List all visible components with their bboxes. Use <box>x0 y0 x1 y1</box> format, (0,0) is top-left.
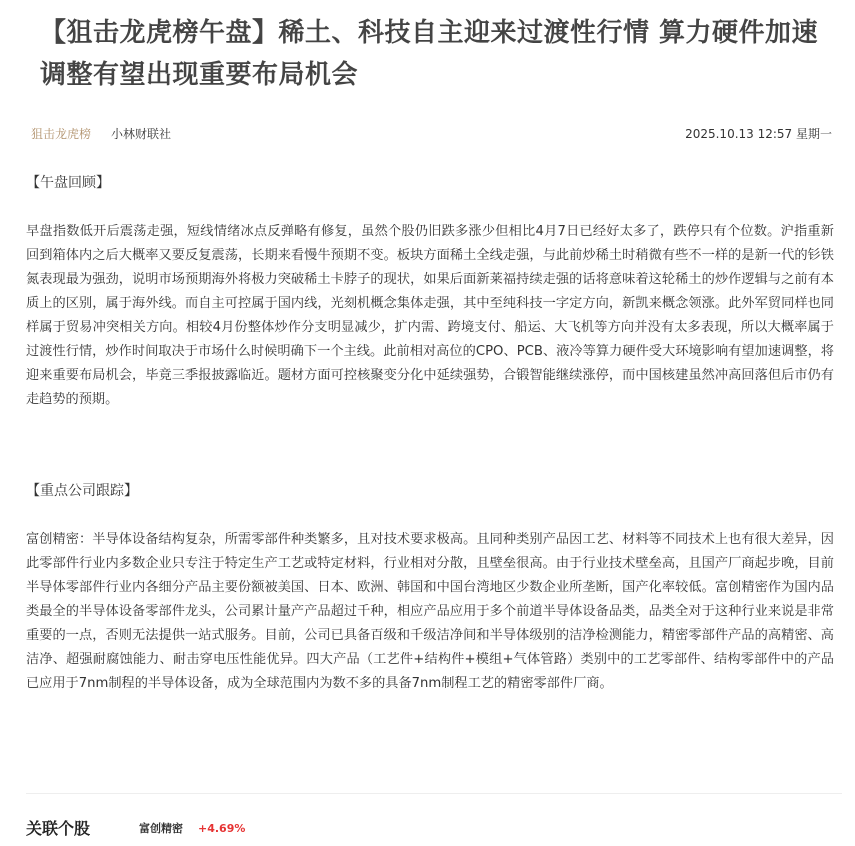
column-link[interactable]: 狙击龙虎榜 <box>31 127 92 141</box>
stock-change[interactable]: +4.69% <box>198 822 246 835</box>
related-stocks <box>26 816 842 842</box>
section-heading-review: 【午盘回顾】 <box>26 175 110 191</box>
stock-link[interactable]: 富创精密 <box>139 822 183 835</box>
article-meta <box>31 124 832 144</box>
article-title: 【狙击龙虎榜午盘】稀土、科技自主迎来过渡性行情 算力硬件加速调整有望出现重要布局机会 <box>40 18 819 90</box>
section-heading-company: 【重点公司跟踪】 <box>26 483 138 499</box>
publish-time: 2025.10.13 12:57 星期一 <box>685 127 832 141</box>
related-stocks-title: 关联个股 <box>26 819 91 838</box>
divider <box>26 793 842 794</box>
section-body-review: 早盘指数低开后震荡走强，短线情绪冰点反弹略有修复，虽然个股仍旧跌多涨少但相比4月7日已经好太多了，跌停只有个位数。沪指重新回到箱体内之后大概率又要反复震荡，长期来看慢牛预期不变。板块方面稀土全线走强，与此前炒稀土时稍微有些不一样的是新一代的钐铁氮表现最为强劲，说明市场预期海外将极力突破稀土卡脖子的现状，如果后面新莱福持续走强的话将意味着这轮稀土的炒作逻辑与之前有本质上的区别，属于海外线。而自主可控属于国内线，光刻机概念集体走强，其中至纯科技一字定方向，新凯来概念领涨。此外军贸同样也同样属于贸易冲突相关方向。相较4月份整体炒作分支明显减少，扩内需、跨境支付、船运、大飞机等方向并没有太多表现，所以大概率属于过渡性行情，炒作时间取决于市场什么时候明确下一个主线。此前相对高位的CPO、PCB、液冷等算力硬件受大环境影响有望加速调整，将迎来重要布局机会，毕竟三季报披露临近。题材方面可控核聚变分化中延续强势，合锻智能继续涨停，而中国核建虽然冲高回落但后市仍有走趋势的预期。 <box>26 224 834 407</box>
section-body-company: 富创精密：半导体设备结构复杂，所需零部件种类繁多，且对技术要求极高。且同种类别产品因工艺、材料等不同技术上也有很大差异，因此零部件行业内多数企业只专注于特定生产工艺或特定材料，行业相对分散，且壁垒很高。由于行业技术壁垒高，且国产厂商起步晚，目前半导体零部件行业内各细分产品主要份额被美国、日本、欧洲、韩国和中国台湾地区少数企业所垄断，国产化率较低。富创精密作为国内品类最全的半导体设备零部件龙头，公司累计量产产品超过千种，相应产品应用于多个前道半导体设备品类，品类全对于这种行业来说是非常重要的一点，否则无法提供一站式服务。目前，公司已具备百级和千级洁净间和半导体级别的洁净检测能力，精密零部件产品的高精密、高洁净、超强耐腐蚀能力、耐击穿电压性能优异。四大产品（工艺件+结构件+模组+气体管路）类别中的工艺零部件、结构零部件中的产品已应用于7nm制程的半导体设备，成为全球范围内为数不多的具备7nm制程工艺的精密零部件厂商。 <box>26 532 834 691</box>
author-name: 小林财联社 <box>111 127 172 141</box>
